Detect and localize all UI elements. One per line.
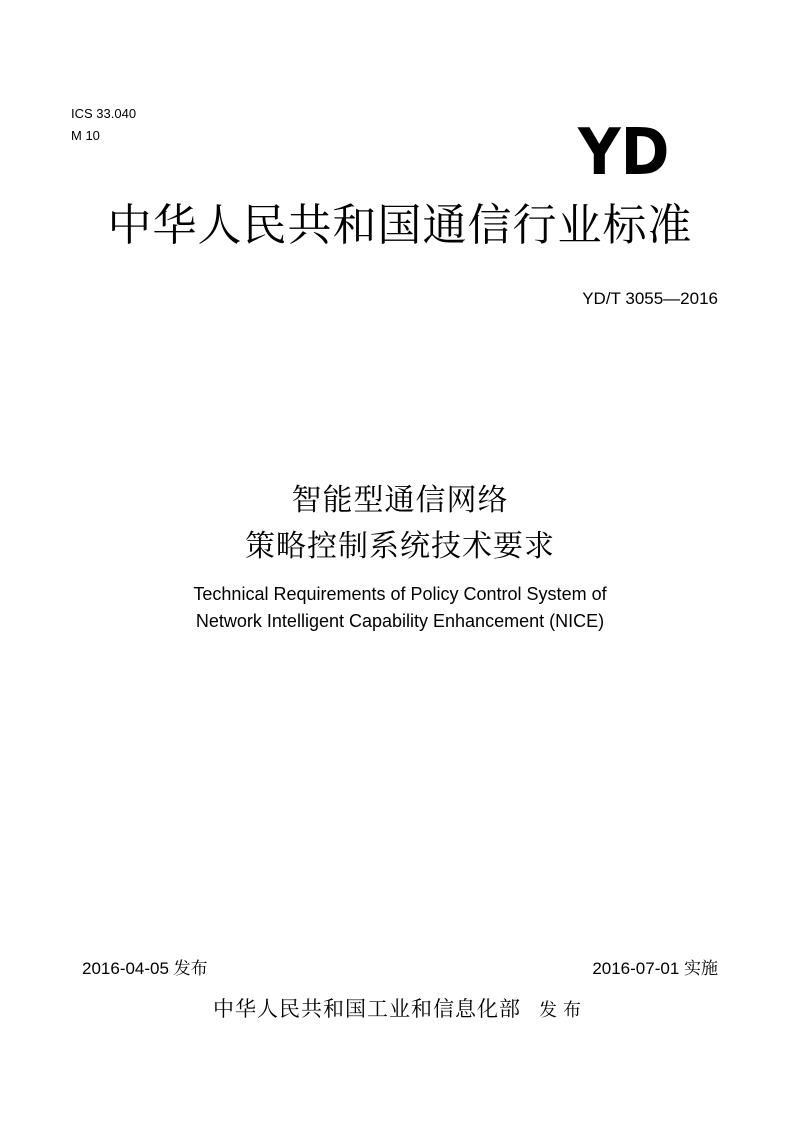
yd-logo: YD [578,116,670,190]
ics-code: ICS 33.040 [71,106,137,121]
standard-number: YD/T 3055—2016 [582,289,718,308]
issue-date: 2016-04-05 发布 [82,959,208,978]
publisher-line [0,994,800,1026]
implementation-date: 2016-07-01 实施 [592,959,718,978]
publisher-action: 发布 [539,1000,587,1021]
document-title-en-line1: Technical Requirements of Policy Control System of [193,584,607,604]
document-title-en-line2: Network Intelligent Capability Enhancement (NICE) [195,611,605,631]
document-title-cn-line2: 策略控制系统技术要求 [245,529,555,564]
publisher-name: 中华人民共和国工业和信息化部 [213,997,521,1021]
divider [71,984,729,985]
classification-code: M 10 [71,128,100,143]
standard-category-title: 中华人民共和国通信行业标准 [107,200,693,251]
document-title-cn-line1: 智能型通信网络 [291,483,509,518]
